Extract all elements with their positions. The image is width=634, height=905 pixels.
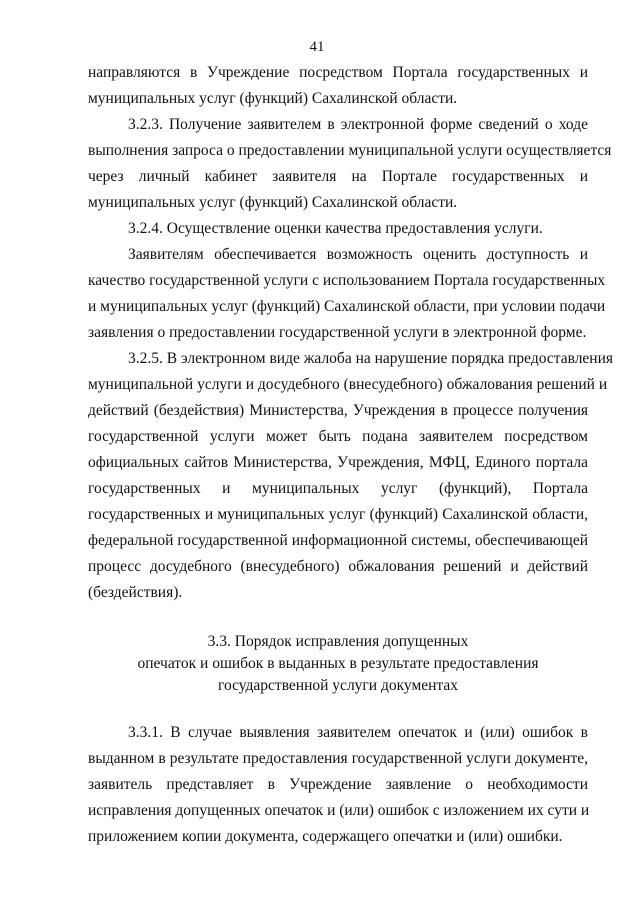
text-line: через личный кабинет заявителя на Портале государственных и [88, 168, 588, 185]
section-heading-line: опечаток и ошибок в выданных в результате предоставления [137, 655, 539, 672]
text-line: заявления о предоставлении государственной услуги в электронной форме. [88, 324, 587, 341]
text-line: выданном в результате предоставления государственной услуги документе, [88, 750, 588, 767]
text-line: государственной услуги может быть подана заявителем посредством [88, 428, 588, 445]
text-line: и муниципальных услуг (функций) Сахалинской области, при условии подачи [88, 298, 606, 315]
text-line: федеральной государственной информационной системы, обеспечивающей [88, 532, 588, 549]
text-line: (бездействия). [88, 584, 183, 601]
text-line: заявитель представляет в Учреждение заявление о необходимости [88, 776, 588, 793]
text-line: официальных сайтов Министерства, Учреждения, МФЦ, Единого портала [88, 454, 588, 471]
text-line: государственных и муниципальных услуг (функций), Портала [88, 480, 588, 497]
paragraph-first-line: 3.3.1. В случае выявления заявителем опечаток и (или) ошибок в [128, 724, 588, 741]
text-line: действий (бездействия) Министерства, Учреждения в процессе получения [88, 402, 588, 419]
text-line: муниципальных услуг (функций) Сахалинской области. [88, 194, 458, 211]
paragraph-first-line: 3.2.3. Получение заявителем в электронной форме сведений о ходе [128, 116, 588, 133]
section-heading-line: 3.3. Порядок исправления допущенных [207, 633, 469, 650]
text-line: выполнения запроса о предоставлении муниципальной услуги осуществляется [88, 142, 612, 159]
section-heading-line: государственной услуги документах [217, 677, 459, 694]
page-number: 41 [309, 39, 325, 55]
text-line: процесс досудебного (внесудебного) обжалования решений и действий [88, 558, 588, 575]
text-line: приложением копии документа, содержащего опечатки и (или) ошибки. [88, 828, 563, 845]
text-line: направляются в Учреждение посредством Портала государственных и [88, 64, 588, 81]
paragraph-first-line: 3.2.5. В электронном виде жалоба на нарушение порядка предоставления [128, 350, 614, 367]
text-line: качество государственной услуги с использованием Портала государственных [88, 272, 606, 289]
paragraph-first-line: Заявителям обеспечивается возможность оценить доступность и [128, 246, 588, 263]
paragraph-first-line: 3.2.4. Осуществление оценки качества предоставления услуги. [128, 220, 543, 237]
text-line: исправления допущенных опечаток и (или) ошибок с изложением их сути и [88, 802, 590, 819]
text-line: государственных и муниципальных услуг (функций) Сахалинской области, [88, 506, 588, 523]
text-line: муниципальных услуг (функций) Сахалинской области. [88, 90, 458, 107]
text-line: муниципальной услуги и досудебного (внесудебного) обжалования решений и [88, 376, 608, 393]
